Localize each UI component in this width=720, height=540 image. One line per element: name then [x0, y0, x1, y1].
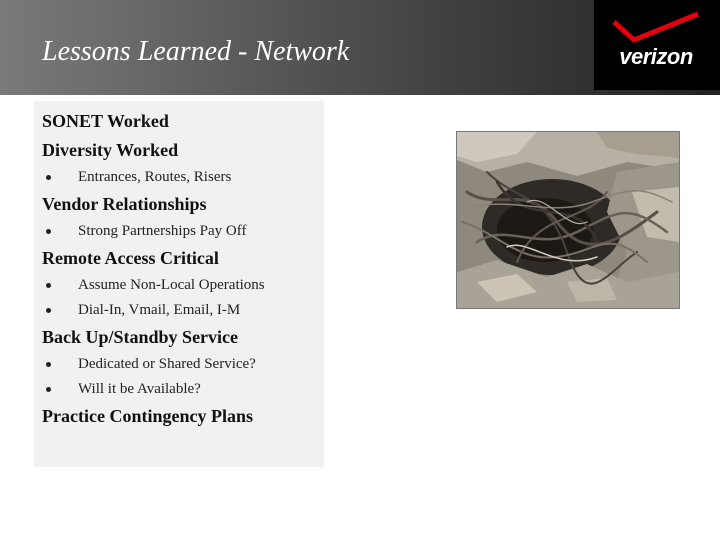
- damaged-cables-photo: [456, 131, 680, 309]
- bullet-item: Will it be Available?: [42, 377, 322, 402]
- bullet-dot-icon: [46, 308, 51, 313]
- bullet-item: Strong Partnerships Pay Off: [42, 219, 322, 244]
- bullet-list: [42, 107, 322, 431]
- bullet-item: Dial-In, Vmail, Email, I-M: [42, 298, 322, 323]
- bullet-dot-icon: [46, 229, 51, 234]
- heading-vendor: Vendor Relationships: [42, 194, 207, 214]
- heading-contingency: Practice Contingency Plans: [42, 406, 253, 426]
- bullet-item: Entrances, Routes, Risers: [42, 165, 322, 190]
- heading-remote-access: Remote Access Critical: [42, 248, 219, 268]
- bullet-dot-icon: [46, 283, 51, 288]
- bullet-item: Dedicated or Shared Service?: [42, 352, 322, 377]
- heading-sonet: SONET Worked: [42, 111, 169, 131]
- bullet-item: Assume Non-Local Operations: [42, 273, 322, 298]
- title-bar: [0, 0, 720, 95]
- logo-wordmark: verizon: [619, 44, 693, 69]
- heading-backup: Back Up/Standby Service: [42, 327, 239, 347]
- collapsed-cable-vault-photo-icon: [457, 132, 679, 308]
- bullet-dot-icon: [46, 387, 51, 392]
- bullet-dot-icon: [46, 362, 51, 367]
- slide-title: Lessons Learned - Network: [42, 36, 350, 67]
- heading-diversity: Diversity Worked: [42, 140, 179, 160]
- bullet-dot-icon: [46, 175, 51, 180]
- verizon-logo: [594, 0, 720, 90]
